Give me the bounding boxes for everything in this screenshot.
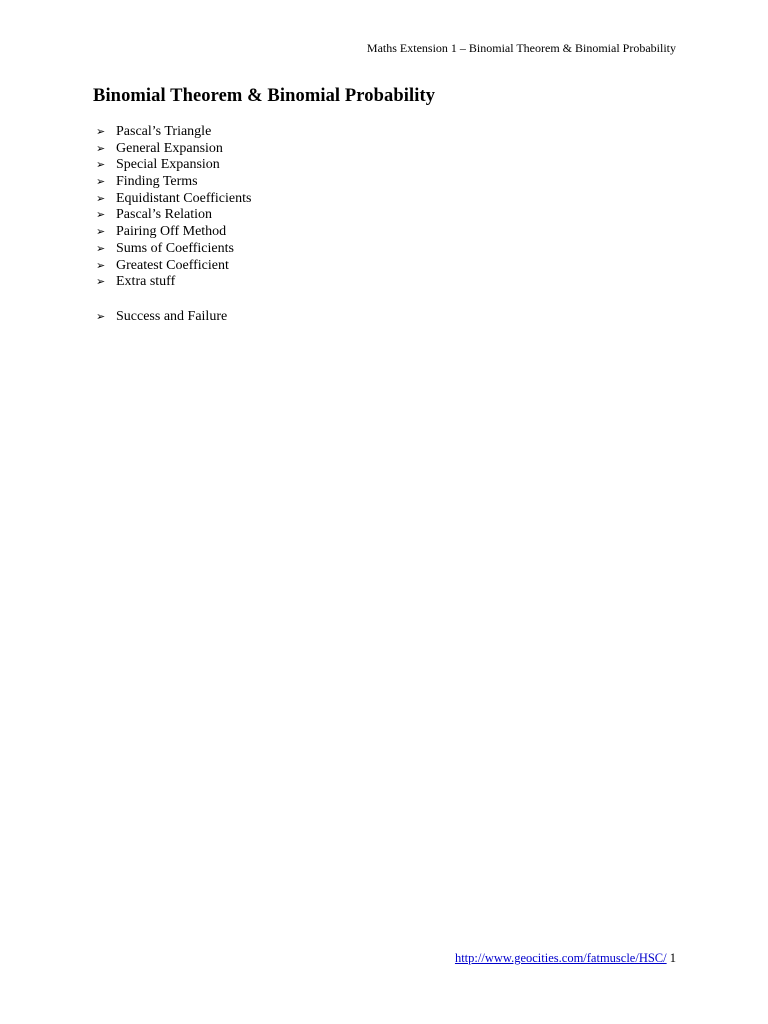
list-item [96, 309, 251, 326]
arrow-bullet-icon: ➢ [96, 241, 106, 255]
list-item [96, 191, 251, 208]
topic-list [96, 124, 251, 326]
list-item-label: Equidistant Coefficients [116, 190, 252, 206]
arrow-bullet-icon: ➢ [96, 309, 106, 323]
arrow-bullet-icon: ➢ [96, 225, 106, 239]
page-number: 1 [669, 951, 676, 965]
arrow-bullet-icon: ➢ [96, 175, 106, 189]
list-item-label: Pascal’s Relation [116, 207, 213, 223]
list-item [96, 207, 251, 224]
footer-link[interactable]: http://www.geocities.com/fatmuscle/HSC/ [454, 951, 667, 965]
list-item-label: Finding Terms [116, 174, 198, 190]
list-item [96, 174, 251, 191]
list-item-label: General Expansion [116, 140, 223, 156]
arrow-bullet-icon: ➢ [96, 141, 106, 155]
list-item [96, 157, 251, 174]
list-item-label: Success and Failure [116, 308, 228, 324]
arrow-bullet-icon: ➢ [96, 258, 106, 272]
list-item [96, 141, 251, 158]
list-item [96, 274, 251, 291]
arrow-bullet-icon: ➢ [96, 125, 106, 138]
list-item [96, 241, 251, 258]
page-footer [455, 951, 676, 966]
list-item-label: Pascal’s Triangle [116, 124, 212, 139]
arrow-bullet-icon: ➢ [96, 191, 106, 205]
arrow-bullet-icon: ➢ [96, 275, 106, 289]
list-item-label: Greatest Coefficient [116, 257, 229, 273]
list-item [96, 124, 251, 141]
list-item-label: Extra stuff [116, 274, 176, 290]
document-title: Binomial Theorem & Binomial Probability [93, 86, 436, 106]
list-item-label: Sums of Coefficients [116, 240, 234, 256]
arrow-bullet-icon: ➢ [96, 208, 106, 222]
list-item-label: Pairing Off Method [116, 224, 227, 240]
list-item [96, 224, 251, 241]
list-item [96, 258, 251, 275]
list-item-label: Special Expansion [116, 157, 220, 173]
running-header: Maths Extension 1 – Binomial Theorem & Binomial Probability [366, 41, 676, 55]
arrow-bullet-icon: ➢ [96, 158, 106, 172]
